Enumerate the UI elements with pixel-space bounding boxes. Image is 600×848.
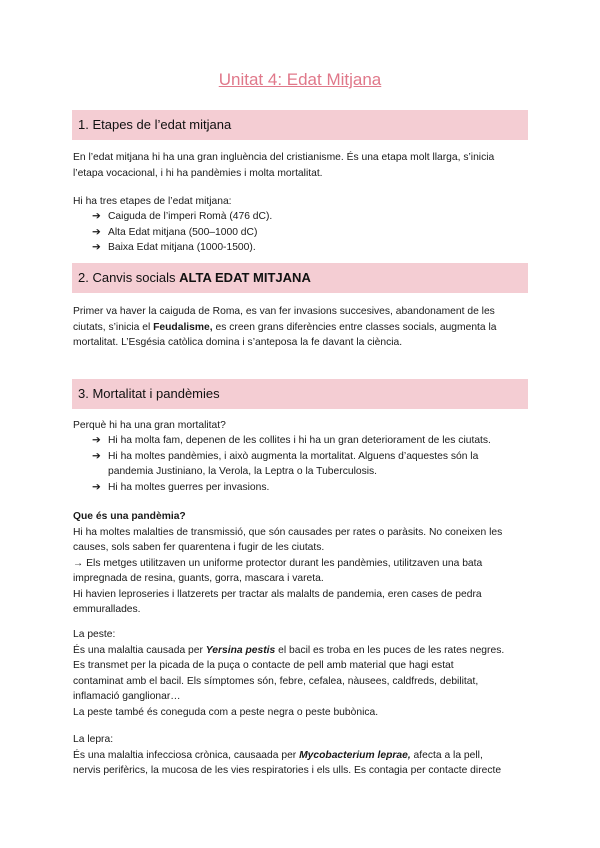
text-line: La peste també és coneguda com a peste negra o peste bubònica. <box>73 706 379 718</box>
lepra-label: La lepra: <box>73 734 114 745</box>
text-line: emmurallades. <box>73 604 141 615</box>
pandemic-block <box>73 509 533 618</box>
section-3-heading-text: 3. Mortalitat i pandèmies <box>78 386 220 401</box>
arrow-bullet-icon: ➔ <box>92 481 101 493</box>
text-line: contaminat amb el bacil. Els símptomes són, febre, cefalea, nàusees, caldfreds, debilitat, <box>73 675 479 687</box>
text-line <box>73 320 533 336</box>
text-span: ciutats, s’inicia el <box>73 321 154 333</box>
text-line: En l’edat mitjana hi ha una gran ingluència del cristianisme. És una etapa molt llarga, s’inicia <box>73 152 495 163</box>
section-2-heading <box>72 263 528 293</box>
list-item <box>92 480 532 496</box>
section-3-question <box>73 418 533 434</box>
section-1-paragraph <box>73 150 533 181</box>
arrow-bullet-icon: ➔ <box>92 242 101 253</box>
text-line: impregnada de resina, guants, gorra, mascara i vareta. <box>73 573 324 584</box>
text-line: Hi ha tres etapes de l’edat mitjana: <box>73 196 232 207</box>
section-1-heading-text: 1. Etapes de l’edat mitjana <box>78 117 232 132</box>
text-line: Primer va haver la caiguda de Roma, es van fer invasions succesives, abandonament de les <box>73 306 495 317</box>
list-item <box>92 240 532 256</box>
list-item <box>92 225 532 241</box>
list-item-text: Hi ha moltes guerres per invasions. <box>108 481 270 493</box>
subheading-text: Que és una pandèmia? <box>73 511 186 522</box>
text-span: el bacil es troba en les puces de les rates negres. <box>275 644 505 656</box>
list-item <box>92 449 532 480</box>
subheading <box>73 509 533 525</box>
list-item-text: Baixa Edat mitjana (1000-1500). <box>108 242 256 253</box>
text-line: Hi havien leproseries i llatzerets per tractar als malalts de pandemia, eren cases de pedra <box>73 588 482 600</box>
peste-label: La peste: <box>73 629 116 640</box>
text-line: Hi ha moltes malalties de transmissió, que són causades per rates o paràsits. No coneixen les <box>73 526 503 538</box>
section-1-list <box>92 209 532 256</box>
list-item-text: Alta Edat mitjana (500–1000 dC) <box>108 226 258 238</box>
text-span: És una malaltia infecciosa crònica, causaada per <box>73 749 300 761</box>
arrow-bullet-icon: ➔ <box>92 435 101 446</box>
text-line: l’etapa vocacional, i hi ha pandèmies i molta mortalitat. <box>73 167 323 179</box>
page-title: Unitat 4: Edat Mitjana <box>218 70 382 89</box>
arrow-bullet-icon: ➔ <box>92 211 101 222</box>
text-line: Es transmet per la picada de la puça o contacte de pell amb material que hagi estat <box>73 660 454 671</box>
list-item-text: pandemia Justiniano, la Verola, la Leptra o la Tuberculosis. <box>108 466 378 477</box>
bold-term: Feudalisme, <box>153 321 213 333</box>
section-2-heading-bold: ALTA EDAT MITJANA <box>179 270 311 285</box>
list-item-text: Caiguda de l’imperi Romà (476 dC). <box>108 211 273 222</box>
section-1-intro <box>73 194 533 210</box>
text-line: Perquè hi ha una gran mortalitat? <box>73 420 226 431</box>
text-line: nervis perifèrics, la mucosa de les vies respiratories i els ulls. Es contagia per contacte directe <box>73 765 502 776</box>
list-item <box>92 209 532 225</box>
section-1-heading <box>72 110 528 140</box>
text-span: afecta a la pell, <box>410 749 483 761</box>
text-span: És una malaltia causada per <box>73 644 206 656</box>
text-line: → Els metges utilitzaven un uniforme protector durant les pandèmies, utilitzaven una bata <box>73 557 483 569</box>
list-item-text: Hi ha molta fam, depenen de les collites i hi ha un gran deteriorament de les ciutats. <box>108 435 491 446</box>
text-line <box>73 643 533 659</box>
species-name: Yersina pestis <box>205 644 276 656</box>
list-item-text: Hi ha moltes pandèmies, i això augmenta la mortalitat. Alguens d’aquestes són la <box>108 450 479 462</box>
section-3-list <box>92 433 532 495</box>
section-3-heading <box>72 379 528 409</box>
list-item <box>92 433 532 449</box>
text-line: inflamació ganglionar… <box>73 691 181 702</box>
section-2-heading-text: 2. Canvis socials <box>78 270 180 285</box>
lepra-block <box>73 732 533 779</box>
section-2-paragraph <box>73 304 533 351</box>
text-line: mortalitat. L’Esgésia catòlica domina i s’anteposa la fe davant la ciència. <box>73 337 403 348</box>
text-line <box>73 748 533 764</box>
arrow-bullet-icon: ➔ <box>92 450 101 462</box>
arrow-bullet-icon: ➔ <box>92 226 101 238</box>
text-span: es creen grans diferències entre classes socials, augmenta la <box>212 321 497 333</box>
peste-block <box>73 627 533 720</box>
text-line: causes, sols saben fer quarentena i fugir de les ciutats. <box>73 542 325 553</box>
species-name: Mycobacterium leprae, <box>299 749 411 761</box>
